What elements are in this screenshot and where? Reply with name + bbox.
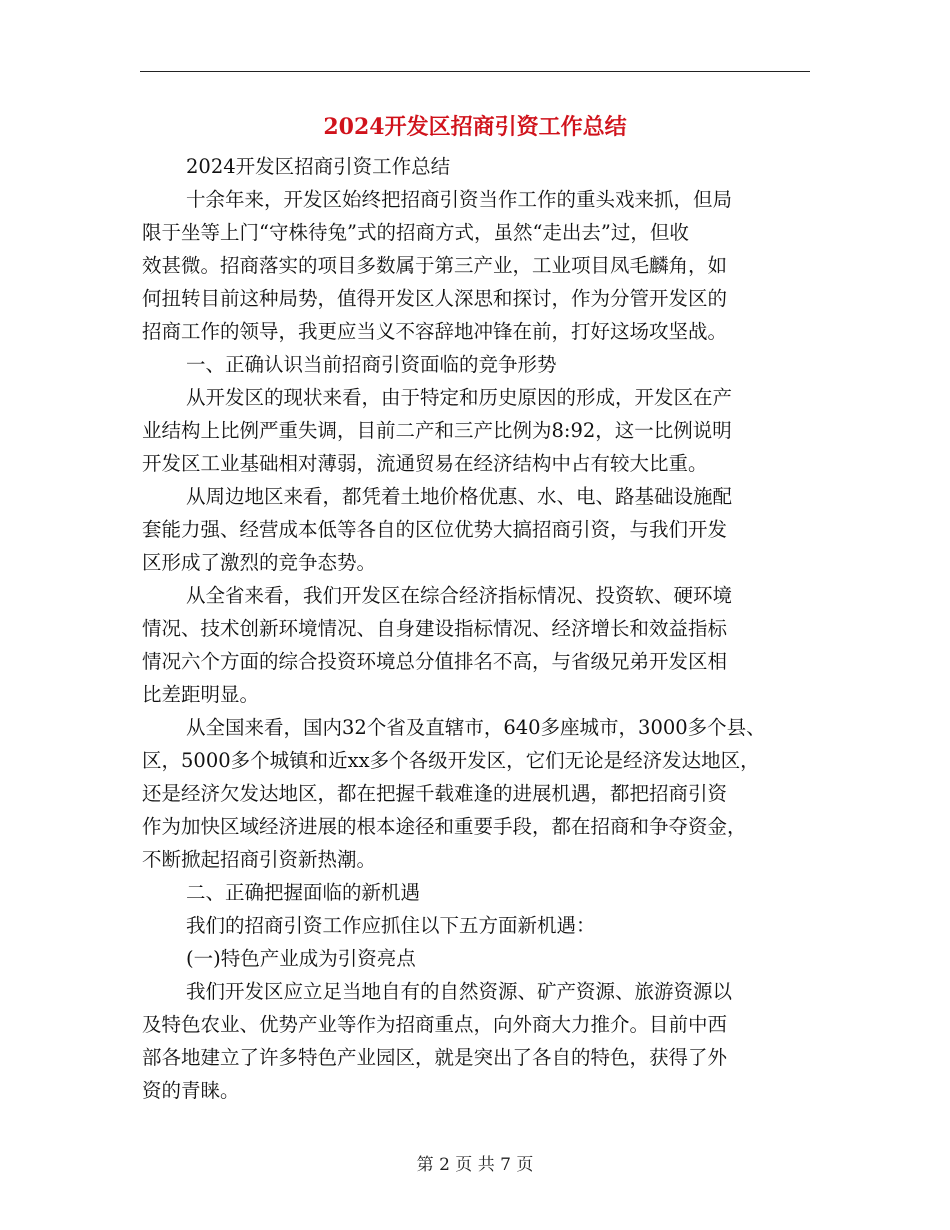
body-line: 2024开发区招商引资工作总结 bbox=[186, 155, 451, 178]
body-line: 套能力强、经营成本低等各自的区位优势大搞招商引资，与我们开发 bbox=[142, 518, 728, 541]
body-line: 情况、技术创新环境情况、自身建设指标情况、经济增长和效益指标 bbox=[142, 617, 728, 640]
body-line: 作为加快区域经济进展的根本途径和重要手段，都在招商和争夺资金， bbox=[142, 815, 747, 838]
body-line: 及特色农业、优势产业等作为招商重点，向外商大力推介。目前中西 bbox=[142, 1013, 728, 1036]
document-title: 2024开发区招商引资工作总结 bbox=[323, 114, 627, 140]
page-number-footer: 第 2 页 共 7 页 bbox=[416, 1155, 534, 1175]
body-line: 一、正确认识当前招商引资面临的竞争形势 bbox=[186, 353, 557, 376]
body-line: 情况六个方面的综合投资环境总分值排名不高，与省级兄弟开发区相 bbox=[142, 650, 728, 673]
body-line: 从开发区的现状来看，由于特定和历史原因的形成，开发区在产 bbox=[186, 386, 733, 409]
body-line: 开发区工业基础相对薄弱，流通贸易在经济结构中占有较大比重。 bbox=[142, 452, 708, 475]
document-body bbox=[142, 150, 812, 1107]
body-line: (一)特色产业成为引资亮点 bbox=[186, 947, 416, 970]
body-line: 从周边地区来看，都凭着土地价格优惠、水、电、路基础设施配 bbox=[186, 485, 733, 508]
body-line: 限于坐等上门“守株待兔”式的招商方式，虽然“走出去”过，但收 bbox=[142, 221, 689, 244]
body-line: 我们的招商引资工作应抓住以下五方面新机遇： bbox=[186, 914, 596, 937]
body-line: 效甚微。招商落实的项目多数属于第三产业，工业项目凤毛麟角，如 bbox=[142, 254, 728, 277]
body-line: 何扭转目前这种局势，值得开发区人深思和探讨，作为分管开发区的 bbox=[142, 287, 728, 310]
body-line: 资的青睐。 bbox=[142, 1079, 240, 1102]
header-rule bbox=[140, 71, 810, 72]
body-line: 招商工作的领导，我更应当义不容辞地冲锋在前，打好这场攻坚战。 bbox=[142, 320, 728, 343]
body-line: 从全省来看，我们开发区在综合经济指标情况、投资软、硬环境 bbox=[186, 584, 733, 607]
body-line: 二、正确把握面临的新机遇 bbox=[186, 881, 421, 904]
body-line: 区，5000多个城镇和近xx多个各级开发区，它们无论是经济发达地区， bbox=[142, 749, 760, 772]
body-line: 不断掀起招商引资新热潮。 bbox=[142, 848, 377, 871]
body-line: 我们开发区应立足当地自有的自然资源、矿产资源、旅游资源以 bbox=[186, 980, 733, 1003]
body-line: 比差距明显。 bbox=[142, 683, 260, 706]
body-line: 区形成了激烈的竞争态势。 bbox=[142, 551, 377, 574]
body-line: 部各地建立了许多特色产业园区，就是突出了各自的特色，获得了外 bbox=[142, 1046, 728, 1069]
body-line: 十余年来，开发区始终把招商引资当作工作的重头戏来抓，但局 bbox=[186, 188, 733, 211]
body-line: 从全国来看，国内32个省及直辖市，640多座城市，3000多个县、 bbox=[186, 716, 766, 739]
body-line: 业结构上比例严重失调，目前二产和三产比例为8:92，这一比例说明 bbox=[142, 419, 732, 442]
body-line: 还是经济欠发达地区，都在把握千载难逢的进展机遇，都把招商引资 bbox=[142, 782, 728, 805]
